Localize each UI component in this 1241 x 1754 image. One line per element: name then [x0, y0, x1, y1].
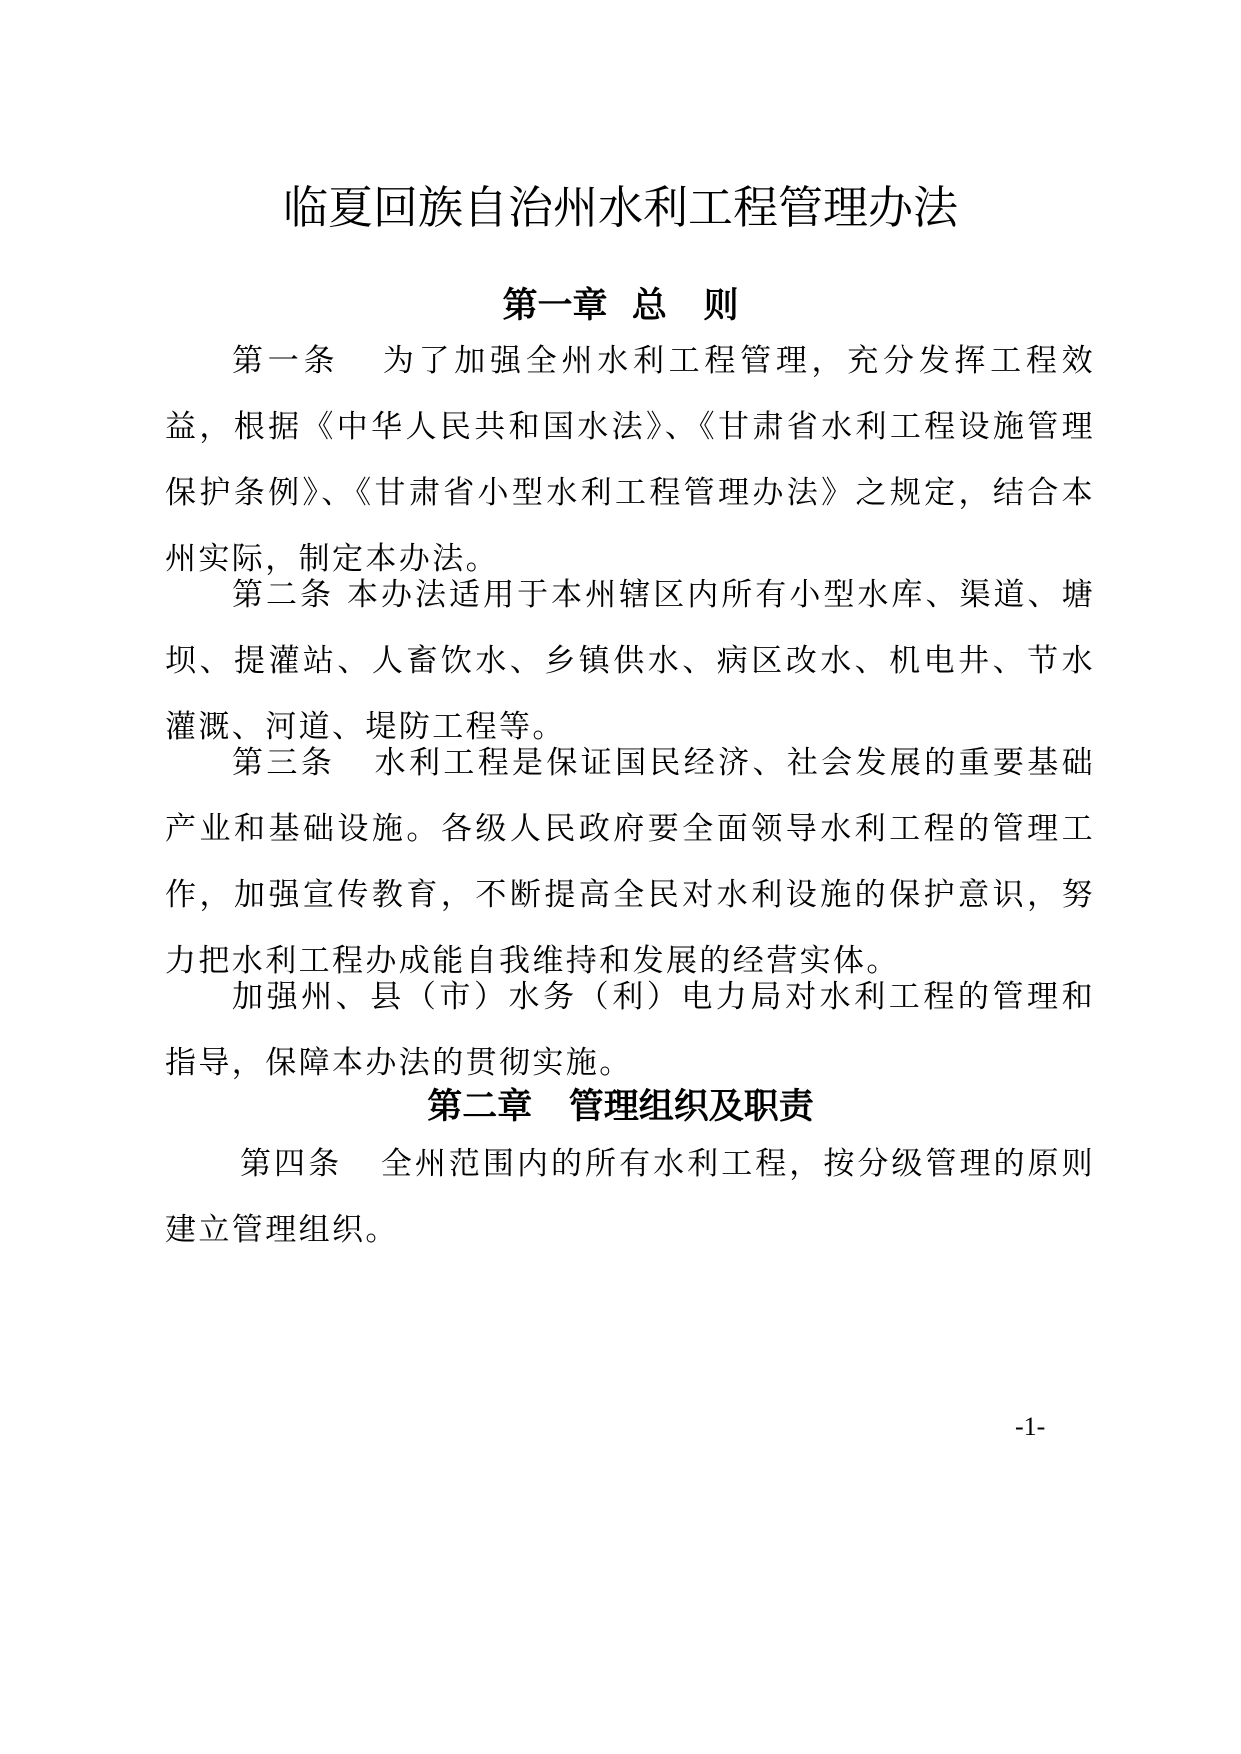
document-title: 临夏回族自治州水利工程管理办法 [282, 181, 958, 234]
article-4-text: 全州范围内的所有水利工程，按分级管理的原则建立管理组织。 [165, 1146, 1095, 1248]
article-3-label: 第三条 [232, 745, 375, 781]
article-3 [165, 730, 1095, 994]
chapter-2-heading: 第二章 管理组织及职责 [427, 1087, 814, 1127]
article-1-text: 为了加强全州水利工程管理，充分发挥工程效益，根据《中华人民共和国水法》、《甘肃省水利工程设施管理保护条例》、《甘肃省小型水利工程管理办法》之规定，结合本州实际，制定本办法。 [165, 343, 1095, 577]
article-2-text: 本办法适用于本州辖区内所有小型水库、渠道、塘坝、提灌站、人畜饮水、乡镇供水、病区改水、机电井、节水灌溉、河道、堤防工程等。 [165, 577, 1095, 745]
article-4-label: 第四条 [240, 1146, 381, 1182]
chapter-1-heading: 第一章 总 则 [502, 286, 739, 326]
article-3-paragraph-2 [165, 964, 1095, 1096]
article-3-paragraph-2-text: 加强州、县（市）水务（利）电力局对水利工程的管理和指导，保障本办法的贯彻实施。 [165, 979, 1095, 1081]
article-1 [165, 328, 1095, 592]
article-3-text: 水利工程是保证国民经济、社会发展的重要基础产业和基础设施。各级人民政府要全面领导水利工程的管理工作，加强宣传教育，不断提高全民对水利设施的保护意识，努力把水利工程办成能自我维持和发展的经营实体。 [165, 745, 1095, 979]
article-4 [165, 1131, 1095, 1263]
article-2-label: 第二条 [232, 577, 347, 613]
article-1-label: 第一条 [232, 343, 383, 379]
page-number: -1- [1015, 1412, 1046, 1441]
